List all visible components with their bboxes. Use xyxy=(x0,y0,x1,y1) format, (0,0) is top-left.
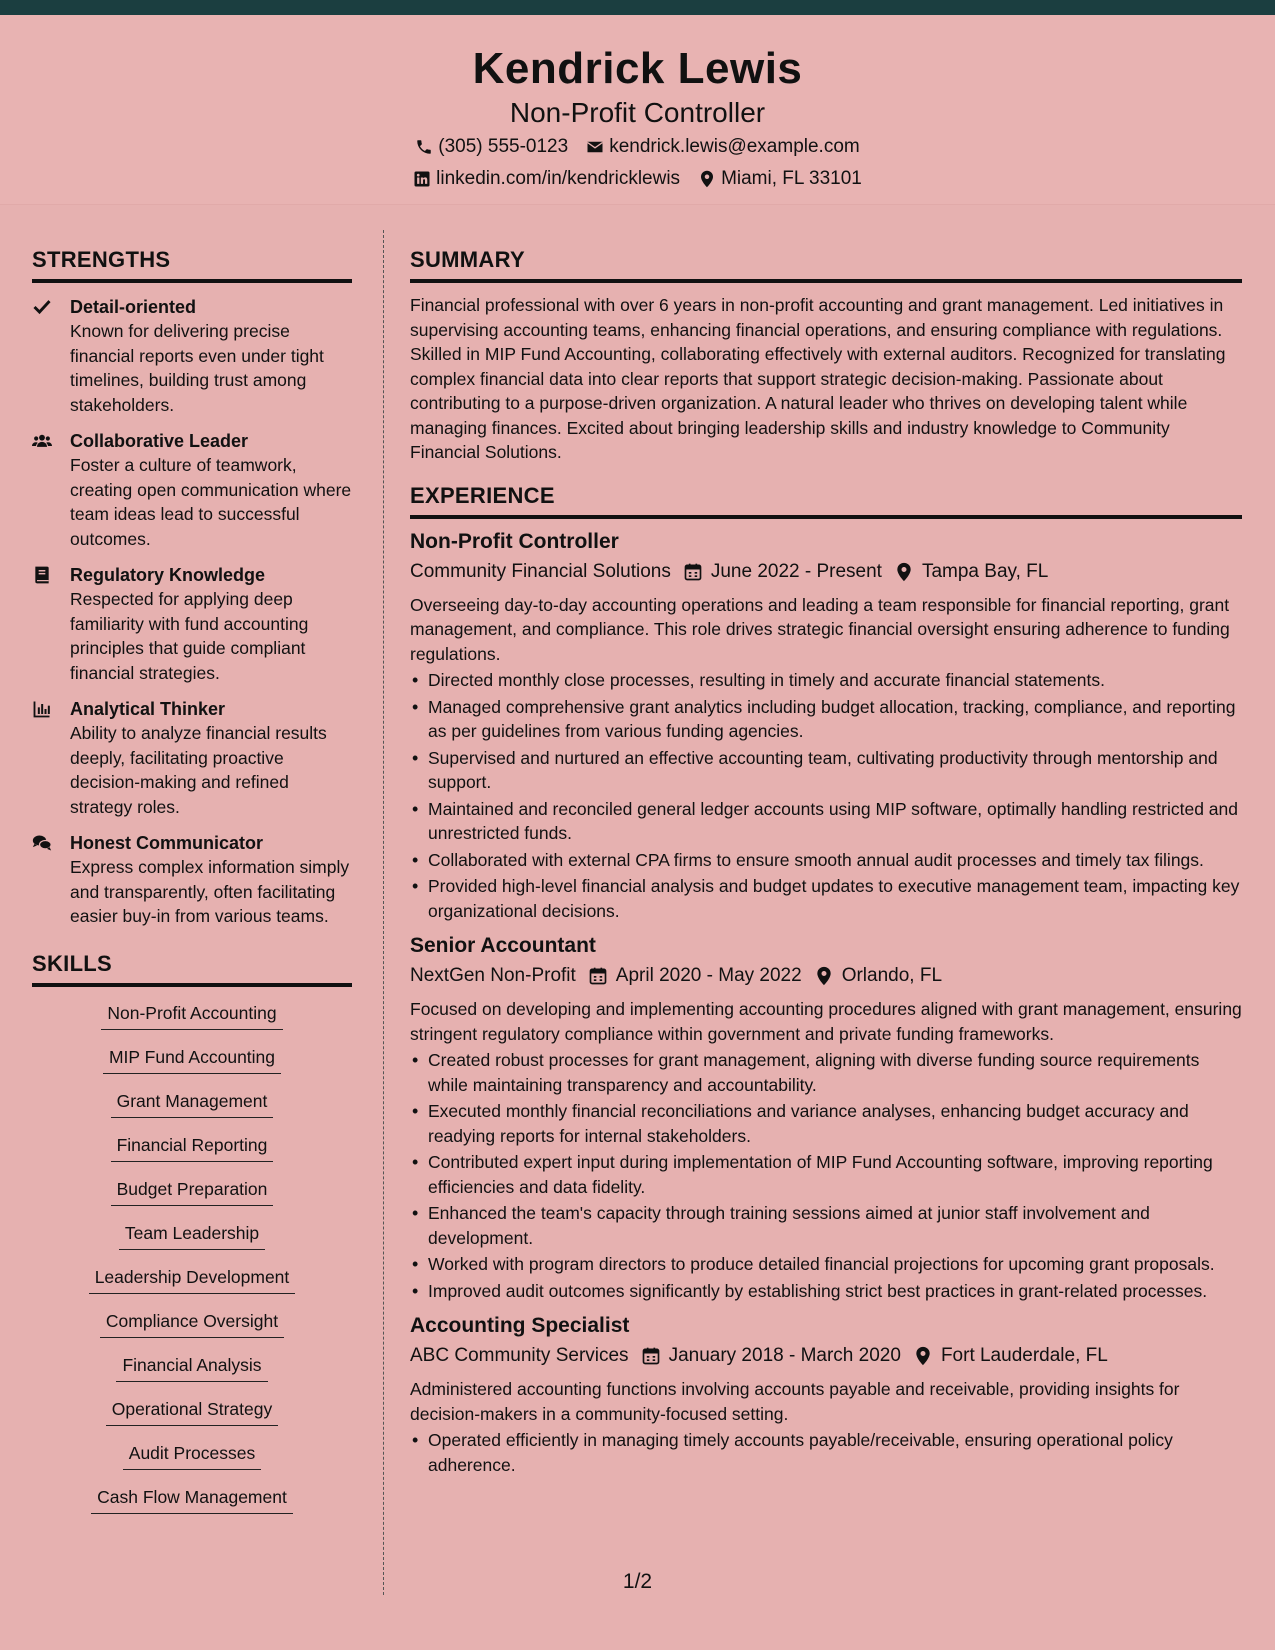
summary-text: Financial professional with over 6 years in non-profit accounting and grant management. Led initiatives in supervising accounting teams, enhancing financial operations, and ensuring compliance with regulations. Skilled in MIP Fund Accounting, collaborating effectively with external auditors. Recognized for translating complex financial data into clear reports that support strategic decision-making. Passionate about contributing to a purpose-driven organization. A natural leader who thrives on developing talent while managing finances. Excited about bringing leadership skills and industry knowledge to Community Financial Solutions. xyxy=(410,295,1226,462)
job-description: Administered accounting functions involving accounts payable and receivable, providing insights for decision-makers in a community-focused setting. xyxy=(410,1379,1180,1424)
job-company: NextGen Non-Profit xyxy=(410,965,576,986)
skills-heading: SKILLS xyxy=(32,949,352,987)
right-column xyxy=(410,245,1242,1479)
job-meta xyxy=(410,1341,1242,1371)
job-bullet: • Created robust processes for grant management, aligning with diverse funding source requirements while maintaining transparency and accountability. xyxy=(410,1048,1242,1097)
job-entry xyxy=(410,1311,1242,1477)
job-company: ABC Community Services xyxy=(410,1345,629,1366)
strength-item xyxy=(32,697,352,819)
job-entry xyxy=(410,527,1242,924)
strength-desc: Respected for applying deep familiarity with fund accounting principles that guide compliant financial strategies. xyxy=(70,589,309,683)
strength-desc: Express complex information simply and transparently, often facilitating easier buy-in from various teams. xyxy=(70,857,350,926)
summary-heading: SUMMARY xyxy=(410,245,1242,283)
job-bullet: • Executed monthly financial reconciliations and variance analyses, enhancing budget accuracy and readying reports for internal stakeholders. xyxy=(410,1099,1242,1148)
strength-title: Collaborative Leader xyxy=(70,431,249,451)
strength-title: Analytical Thinker xyxy=(70,699,226,719)
job-bullet: • Provided high-level financial analysis and budget updates to executive management team, impacting key organizational decisions. xyxy=(410,874,1242,923)
phone-text: (305) 555-0123 xyxy=(438,136,569,157)
experience-heading: EXPERIENCE xyxy=(410,481,1242,519)
top-accent-bar xyxy=(0,0,1275,15)
email-text[interactable]: kendrick.lewis@example.com xyxy=(609,136,860,157)
skill-tag: Audit Processes xyxy=(123,1439,261,1470)
linkedin-contact[interactable] xyxy=(413,163,680,195)
job-dates: June 2022 - Present xyxy=(710,560,882,582)
calendar-icon xyxy=(683,562,703,582)
linkedin-icon xyxy=(413,170,431,188)
skill-tag: Operational Strategy xyxy=(106,1395,279,1426)
skill-tag: MIP Fund Accounting xyxy=(103,1043,281,1074)
job-title: Senior Accountant xyxy=(410,934,596,957)
strength-item xyxy=(32,563,352,685)
strength-desc: Ability to analyze financial results deeply, facilitating proactive decision-making and refined strategy roles. xyxy=(70,723,327,817)
job-location: Orlando, FL xyxy=(841,965,943,986)
location-contact xyxy=(698,163,862,195)
skill-tag: Leadership Development xyxy=(89,1263,296,1294)
job-bullet: • Directed monthly close processes, resulting in timely and accurate financial statements. xyxy=(410,668,1242,693)
skill-tag: Grant Management xyxy=(111,1087,274,1118)
strength-title: Regulatory Knowledge xyxy=(70,565,266,585)
candidate-name: Kendrick Lewis xyxy=(472,44,803,93)
strength-desc: Foster a culture of teamwork, creating open communication where team ideas lead to successful outcomes. xyxy=(70,455,352,549)
job-bullet: • Improved audit outcomes significantly by establishing strict best practices in grant-related processes. xyxy=(410,1279,1242,1304)
job-bullet: • Collaborated with external CPA firms to ensure smooth annual audit processes and timely tax filings. xyxy=(410,848,1242,873)
strength-item xyxy=(32,295,352,417)
strength-item xyxy=(32,429,352,551)
map-pin-icon xyxy=(698,170,716,188)
skill-tag: Team Leadership xyxy=(119,1219,265,1250)
job-dates: January 2018 - March 2020 xyxy=(668,1345,901,1366)
chart-bar-icon xyxy=(32,699,52,719)
job-bullets xyxy=(410,1048,1242,1303)
job-bullet: • Enhanced the team's capacity through training sessions aimed at junior staff involvement and development. xyxy=(410,1201,1242,1250)
phone-icon xyxy=(415,138,433,156)
envelope-icon xyxy=(586,138,604,156)
job-bullet: • Worked with program directors to produce detailed financial projections for upcoming grant proposals. xyxy=(410,1252,1242,1277)
job-dates: April 2020 - May 2022 xyxy=(615,965,802,986)
linkedin-text[interactable]: linkedin.com/in/kendricklewis xyxy=(436,168,681,189)
job-description: Overseeing day-to-day accounting operations and leading a team responsible for financial reporting, grant management, and compliance. This role drives strategic financial oversight ensuring adherence to funding regulations. xyxy=(410,594,1230,664)
skill-tag: Financial Analysis xyxy=(116,1351,267,1382)
job-entry xyxy=(410,931,1242,1303)
job-meta xyxy=(410,961,1242,991)
resume-header xyxy=(0,15,1275,205)
contact-row-2 xyxy=(0,163,1275,195)
users-icon xyxy=(32,431,52,451)
calendar-icon xyxy=(641,1346,661,1366)
map-pin-icon xyxy=(894,562,914,582)
strength-item xyxy=(32,831,352,929)
email-contact[interactable] xyxy=(586,131,860,163)
comments-icon xyxy=(32,833,52,853)
job-bullets xyxy=(410,668,1242,923)
job-bullet: • Contributed expert input during implementation of MIP Fund Accounting software, improving reporting efficiencies and data fidelity. xyxy=(410,1150,1242,1199)
job-company: Community Financial Solutions xyxy=(410,560,671,582)
book-icon xyxy=(32,565,52,585)
map-pin-icon xyxy=(913,1346,933,1366)
skill-tag: Non-Profit Accounting xyxy=(101,999,282,1030)
strength-title: Detail-oriented xyxy=(70,297,197,317)
job-description: Focused on developing and implementing accounting procedures aligned with grant management, ensuring stringent regulatory compliance within government and private funding frameworks. xyxy=(410,999,1242,1044)
skill-tag: Financial Reporting xyxy=(111,1131,274,1162)
column-divider xyxy=(383,230,384,1595)
skill-tag: Compliance Oversight xyxy=(100,1307,284,1338)
phone-contact xyxy=(415,131,568,163)
page-number: 1/2 xyxy=(622,1570,653,1593)
job-bullet: • Managed comprehensive grant analytics including budget allocation, tracking, compliance, and reporting as per guidelines from various funding agencies. xyxy=(410,695,1242,744)
job-bullet: • Operated efficiently in managing timely accounts payable/receivable, ensuring operational policy adherence. xyxy=(410,1428,1242,1477)
location-text: Miami, FL 33101 xyxy=(721,168,862,189)
calendar-icon xyxy=(588,966,608,986)
skill-tag: Budget Preparation xyxy=(111,1175,274,1206)
job-location: Fort Lauderdale, FL xyxy=(940,1345,1108,1366)
job-bullets xyxy=(410,1428,1242,1477)
left-column xyxy=(32,245,352,1527)
skills-list xyxy=(32,999,352,1514)
job-title: Non-Profit Controller xyxy=(410,529,619,553)
check-icon xyxy=(32,297,52,317)
strength-title: Honest Communicator xyxy=(70,833,264,853)
job-meta xyxy=(410,557,1242,587)
job-bullet: • Supervised and nurtured an effective accounting team, cultivating productivity through mentorship and support. xyxy=(410,746,1242,795)
contact-row-1 xyxy=(0,131,1275,163)
candidate-title: Non-Profit Controller xyxy=(509,97,766,128)
strength-desc: Known for delivering precise financial reports even under tight timelines, building trust among stakeholders. xyxy=(70,321,324,415)
job-location: Tampa Bay, FL xyxy=(921,560,1049,582)
map-pin-icon xyxy=(814,966,834,986)
job-bullet: • Maintained and reconciled general ledger accounts using MIP software, optimally handling restricted and unrestricted funds. xyxy=(410,797,1242,846)
strengths-heading: STRENGTHS xyxy=(32,245,352,283)
job-title: Accounting Specialist xyxy=(410,1314,630,1337)
skill-tag: Cash Flow Management xyxy=(91,1483,293,1514)
